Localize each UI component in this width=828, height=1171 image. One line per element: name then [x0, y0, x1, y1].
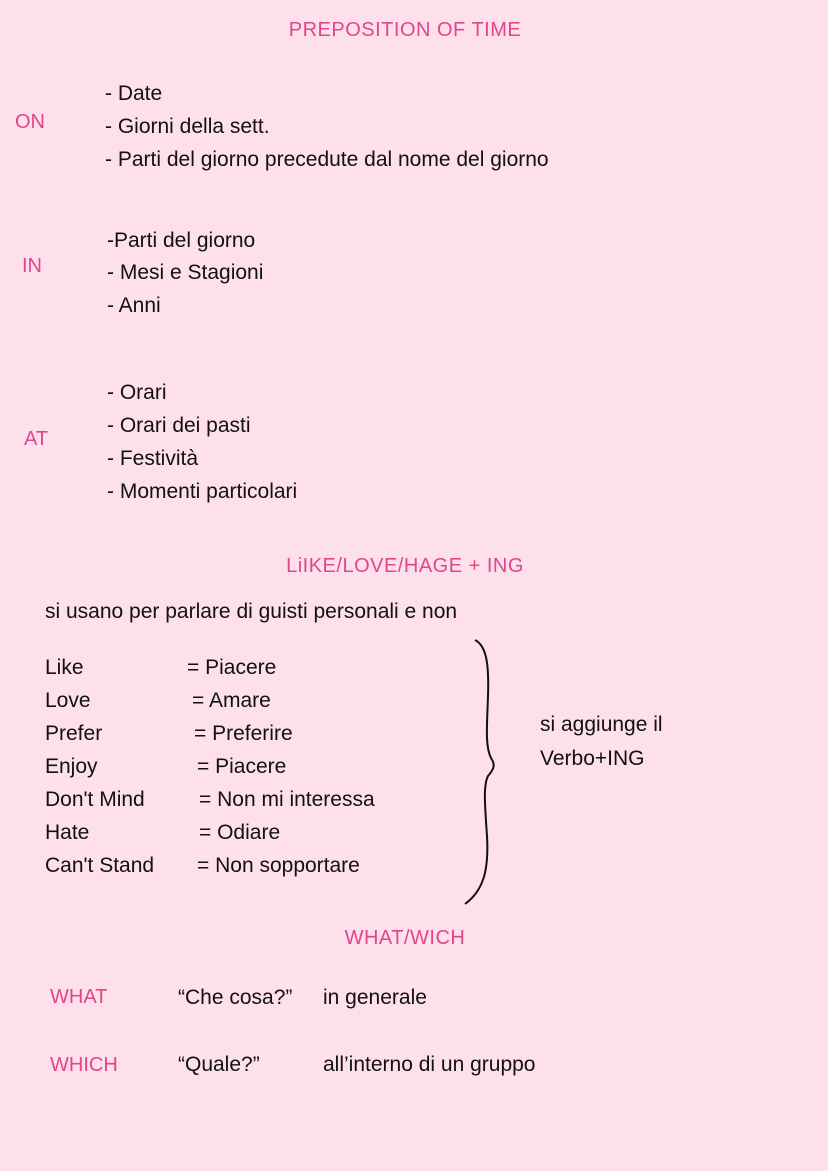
list-item: - Parti del giorno precedute dal nome del giorno	[105, 148, 549, 171]
brace-note: Verbo+ING	[540, 747, 645, 770]
label-at: AT	[24, 428, 49, 450]
meaning: = Non sopportare	[197, 854, 360, 877]
section-title-like-love-hate: LiIKE/LOVE/HAGE + ING	[286, 555, 524, 577]
list-item: - Orari	[107, 381, 167, 404]
word-which: WHICH	[50, 1054, 118, 1076]
list-item: - Giorni della sett.	[105, 115, 270, 138]
section-title-prepositions: PREPOSITION OF TIME	[288, 19, 522, 41]
word-what: WHAT	[50, 986, 108, 1008]
usage: in generale	[323, 986, 427, 1009]
list-item: -Parti del giorno	[107, 229, 256, 252]
meaning: = Amare	[192, 689, 271, 712]
meaning: = Piacere	[187, 656, 277, 679]
meaning: = Preferire	[194, 722, 293, 745]
curly-brace-icon	[455, 636, 505, 911]
list-item: - Momenti particolari	[107, 480, 298, 503]
verb: Don't Mind	[45, 788, 145, 811]
intro-text: si usano per parlare di guisti personali e non	[45, 600, 458, 623]
verb: Enjoy	[45, 755, 98, 778]
list-item: - Anni	[107, 294, 161, 317]
list-item: - Orari dei pasti	[107, 414, 251, 437]
list-item: - Date	[105, 82, 163, 105]
label-on: ON	[15, 111, 45, 133]
verb: Love	[45, 689, 91, 712]
label-in: IN	[22, 255, 42, 277]
translation: “Che cosa?”	[178, 986, 293, 1009]
verb: Like	[45, 656, 84, 679]
meaning: = Odiare	[199, 821, 281, 844]
list-item: - Mesi e Stagioni	[107, 261, 264, 284]
usage: all’interno di un gruppo	[323, 1053, 536, 1076]
meaning: = Piacere	[197, 755, 287, 778]
verb: Prefer	[45, 722, 103, 745]
verb: Can't Stand	[45, 854, 155, 877]
brace-note: si aggiunge il	[540, 713, 663, 736]
translation: “Quale?”	[178, 1053, 260, 1076]
section-title-what-which: WHAT/WICH	[344, 927, 466, 949]
meaning: = Non mi interessa	[199, 788, 375, 811]
verb: Hate	[45, 821, 90, 844]
list-item: - Festività	[107, 447, 199, 470]
